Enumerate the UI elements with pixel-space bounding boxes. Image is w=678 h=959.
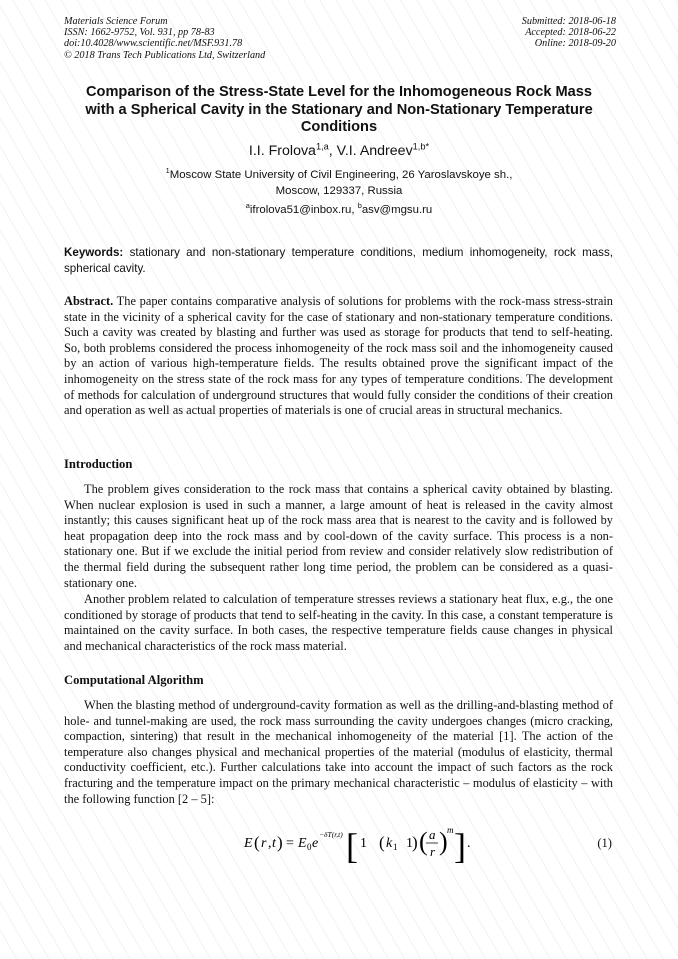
keywords-text: stationary and non-stationary temperature conditions, medium inhomogeneity, rock mass, spherical cavity. bbox=[64, 246, 613, 275]
eq-paren: ) bbox=[277, 833, 283, 852]
online-date: Online: 2018-09-20 bbox=[534, 38, 616, 50]
author-name: V.I. Andreev bbox=[336, 143, 413, 159]
issn-line: ISSN: 1662-9752, Vol. 931, pp 78-83 bbox=[64, 27, 215, 39]
equation-number: (1) bbox=[597, 836, 612, 850]
body-paragraph: Another problem related to calculation of temperature stresses reviews a stationary heat flux, e.g., the one conditioned by storage of products that tend to self-heating in the cavity. In this case, a constant temperature is maintained on the cavity surface. In both cases, the respective temperature fields cause changes in physical and mechanical characteristics of the rock mass material. bbox=[64, 592, 613, 653]
eq-symbol: a bbox=[429, 827, 436, 842]
eq-symbol: e bbox=[312, 836, 319, 851]
eq-number: 1 bbox=[360, 836, 367, 851]
affiliation-text: Moscow State University of Civil Engineering, 26 Yaroslavskoye sh., bbox=[169, 169, 513, 181]
eq-symbol: r bbox=[430, 844, 436, 859]
journal-name: Materials Science Forum bbox=[64, 16, 168, 27]
abstract-text: The paper contains comparative analysis of solutions for problems with the rock-mass stress-strain state in the vicinity of a spherical cavity for the case of stationary and non-stationary temperature conditions. Such a cavity was created by blasting and further was used as storage for products that tend to self-heating. So, both problems considered the process inhomogeneity of the rock mass soil and the inhomogeneity caused by an action of various high-temperature fields. The results obtained prove the significant impact of the inhomogeneity on the stress state of the rock mass for any types of temperature conditions. The development of methods for calculation of underground structures that would fully consider the conditions of their creation and operation as well as actual properties of materials is one of crucial areas in structural mechanics. bbox=[64, 294, 613, 418]
eq-paren: ( bbox=[419, 827, 428, 856]
paper-title: Comparison of the Stress-State Level for the Inhomogeneous Rock Mass with a Spherical Cavity in the Stationary and Non-Stationary Temperature Conditions bbox=[85, 84, 593, 135]
affiliation-line bbox=[70, 168, 608, 184]
eq-symbol: r bbox=[261, 836, 267, 851]
eq-subscript: 0 bbox=[307, 842, 312, 852]
eq-symbol: t bbox=[272, 836, 276, 851]
abstract-paragraph bbox=[64, 294, 613, 419]
authors bbox=[70, 143, 608, 159]
keywords-section bbox=[64, 245, 613, 276]
eq-number: 1 bbox=[406, 836, 413, 851]
affiliation-line: Moscow, 129337, Russia bbox=[275, 184, 403, 197]
equation-1 bbox=[240, 825, 480, 870]
author-name: I.I. Frolova bbox=[248, 143, 316, 159]
eq-period: . bbox=[467, 836, 471, 851]
eq-paren: ) bbox=[439, 827, 448, 856]
section-heading-introduction: Introduction bbox=[64, 457, 133, 471]
eq-paren: ( bbox=[254, 833, 260, 852]
submitted-date: Submitted: 2018-06-18 bbox=[521, 16, 616, 27]
author-separator: , bbox=[328, 143, 337, 159]
keywords-label: Keywords: bbox=[64, 246, 124, 259]
eq-subscript: 1 bbox=[393, 842, 398, 852]
email-link[interactable]: asv@mgsu.ru bbox=[361, 204, 433, 216]
journal-info bbox=[64, 16, 265, 61]
email-superscript: b bbox=[357, 201, 362, 211]
eq-symbol: E bbox=[244, 836, 253, 851]
email-superscript: a bbox=[245, 201, 250, 211]
section-heading-computational-algorithm: Computational Algorithm bbox=[64, 673, 204, 687]
affiliation bbox=[70, 168, 608, 199]
eq-exponent: m bbox=[447, 825, 454, 835]
eq-bracket: ] bbox=[454, 826, 466, 866]
copyright-line: © 2018 Trans Tech Publications Ltd, Switzerland bbox=[64, 49, 266, 61]
author-emails bbox=[70, 201, 608, 216]
author-superscript: 1,b* bbox=[412, 141, 430, 152]
affiliation-superscript: 1 bbox=[165, 166, 170, 176]
eq-comma: , bbox=[268, 836, 272, 851]
eq-equals: = bbox=[286, 836, 294, 851]
body-paragraph: The problem gives consideration to the rock mass that contains a spherical cavity obtained by blasting. When nuclear explosion is used in such a manner, a large amount of heat is released in the cavity almost instantly; this causes significant heat up of the rock mass area that is nearest to the cavity and is followed by heat propagation deep into the rock mass and by cool-down of the cavity surface. This process is a non-stationary one. But if we exclude the initial period from review and consider relatively slow redistribution of the thermal field during the subsequent rather long time period, the problem can be considered as a quasi-stationary one. bbox=[64, 482, 613, 590]
eq-exponent: −δT(r,t) bbox=[319, 830, 343, 839]
eq-paren: ( bbox=[379, 833, 385, 852]
eq-symbol: E bbox=[298, 836, 307, 851]
email-link[interactable]: ifrolova51@inbox.ru, bbox=[249, 204, 358, 216]
doi-line: doi:10.4028/www.scientific.net/MSF.931.78 bbox=[64, 38, 243, 50]
accepted-date: Accepted: 2018-06-22 bbox=[525, 27, 616, 39]
eq-symbol: k bbox=[386, 836, 393, 851]
eq-paren: ) bbox=[412, 833, 418, 852]
author-superscript: 1,a bbox=[315, 141, 329, 152]
body-paragraph: When the blasting method of underground-cavity formation as well as the drilling-and-blasting method of hole- and tunnel-making are used, the rock mass surrounding the cavity undergoes changes (micro cracking, compaction, sintering) that result in the mechanical inhomogeneity of the material [1]. The action of the temperature also changes physical and mechanical properties of the material (modulus of elasticity, thermal conductivity coefficient, etc.). Further calculations take into account the impact of such factors as the rock fracturing and the temperature impact on the primary mechanical characteristic – modulus of elasticity – with the following function [2 – 5]: bbox=[64, 698, 613, 806]
submission-dates bbox=[522, 16, 616, 50]
abstract-label: Abstract. bbox=[64, 294, 114, 308]
eq-bracket: [ bbox=[346, 826, 358, 866]
